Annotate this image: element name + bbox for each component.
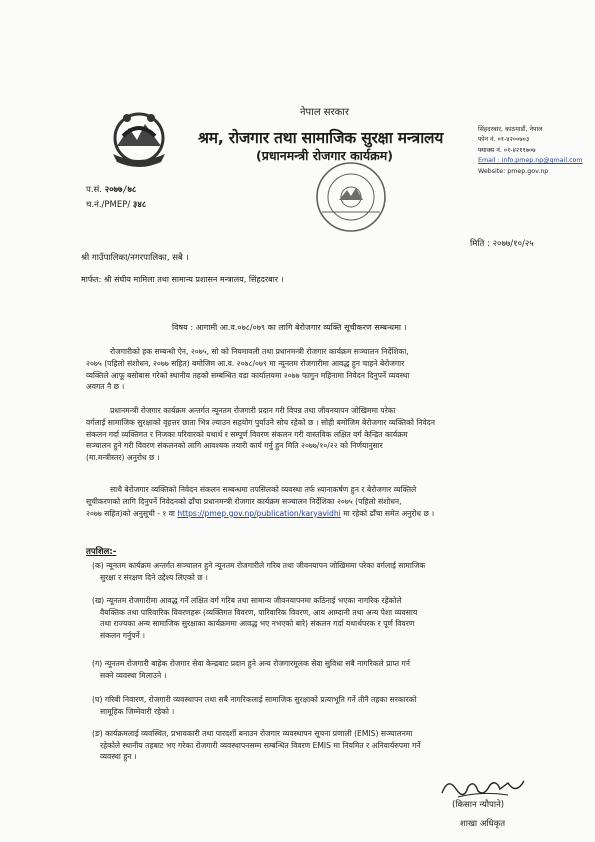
- note-line: सामूहिक जिम्मेवारी रहेको ।: [100, 706, 175, 716]
- paragraph-line: २०७५ (पहिलो संशोधन, २०७७ सहित) बमोजिम आ.व. २०७८/०७९ मा न्यूनतम रोजगारीमा आवद्ध हुन चाहने बेरोजगार: [86, 358, 405, 368]
- paragraph-line: वर्गलाई सामाजिक सुरक्षाको वृहत्तर छाता भित्र ल्याउन सहयोग पुर्याउने सोच रहेको छ । सोही बमोजिम बेरोजगार व्यक्तिको निवेदन: [86, 417, 435, 427]
- paragraph-line: प्रधानमन्त्री रोजगार कार्यक्रम अन्तर्गत न्यूनतम रोजगारी प्रदान गरी विपन्न तथा जीवनयापन जोखिममा परेका: [110, 406, 396, 415]
- paragraph-3: [86, 484, 434, 519]
- paragraph-line: (मा.मन्त्रीस्तर) अनुरोध छ ।: [86, 453, 160, 463]
- ps-value: २०७७/७८: [104, 185, 137, 195]
- paragraph-2: [86, 405, 435, 464]
- note-item-kha: [92, 595, 417, 641]
- note-item-gha: [92, 694, 417, 717]
- paragraph-1: [86, 346, 409, 393]
- note-line: वैयक्तिक तथा पारिवारिक विवरणहरू (व्यक्तिगत विवरण, पारिवारिक विवरण, आय आम्दानी तथा अन्य पेशा व्यवसाय: [100, 607, 418, 617]
- cn-label: च.नं./PMEP/: [86, 200, 131, 210]
- contact-address: सिंहदरबार, काठमाडौं, नेपाल: [478, 126, 543, 133]
- paragraph-line: व्यक्तिले आफू बसोबास गरेको स्थानीय तहको सम्बन्धित वडा कार्यालयमा २०७७ फागुन महिनामा निवेदन दिनुपर्ने व्यवस्था: [86, 370, 410, 380]
- note-line: (ङ) कार्यक्रमलाई व्यवस्थित, प्रभावकारी तथा पारदर्शी बनाउन रोजगार व्यवस्थापन सूचना प्रणाली (EMIS) सञ्चालनमा: [92, 729, 413, 738]
- cn-value: ३४८: [132, 200, 147, 210]
- signatory-title: शाखा अधिकृत: [460, 819, 506, 829]
- contact-phone: फोन नं. ०१-४२००७०३: [478, 136, 530, 144]
- ministry-name: श्रम, रोजगार तथा सामाजिक सुरक्षा मन्त्रालय: [198, 129, 444, 147]
- addressee: श्री गाउँपालिका/नगरपालिका, सबै ।: [81, 253, 189, 263]
- paragraph-line: सूचीकरणको लागि दिनुपर्ने निवेदनको ढाँचा प्रधानमन्त्री रोजगार कार्यक्रम सञ्चालन निर्देशिका २०७५ (पहिलो संशोधन,: [86, 496, 402, 506]
- note-line: रहेकोले स्थानीय तहबाट भए गरेका रोजगारी व्यवस्थापनसम्म सम्बन्धित विवरण EMIS मा नियमित र अनिवार्यरुपमा गर्ने: [100, 740, 421, 750]
- program-name: (प्रधानमन्त्री रोजगार कार्यक्रम): [256, 148, 393, 163]
- paragraph-line: [86, 508, 434, 520]
- publication-link[interactable]: https://pmep.gov.np/publication/karyavidhi: [177, 508, 341, 518]
- paragraph-line: रोजगारीको हक सम्बन्धी ऐन, २०७५, सो को नियमावली तथा प्रधानमन्त्री रोजगार कार्यक्रम सञ्चालन निर्देशिका,: [110, 347, 409, 356]
- reference-numbers: [86, 183, 146, 213]
- note-item-nga: [92, 728, 421, 763]
- note-line: (ख) न्यूनतम रोजगारीमा आवद्ध गर्ने लक्षित वर्ग गरिब तथा सामान्य जीवनयापनमा कठिनाई भएका नागरिक रहेकोले: [92, 596, 402, 605]
- contact-fax: फ्याक्स नं. ०१-४२११७०७: [478, 146, 536, 154]
- signatory-name: (किसान न्यौपाने): [452, 800, 505, 810]
- link-suffix: मा रहेको ढाँचा समेत अनुरोध छ ।: [340, 508, 435, 518]
- paragraph-line-text: २०७७ सहित)को अनुसूची - १ वा: [86, 508, 175, 518]
- paragraph-line: संकलन गर्दा व्यक्तिगत र निजका परिवारको यथार्थ र सम्पूर्ण विवरण संकलन गरी वास्तविक लक्षित वर्ग केन्द्रित कार्यक्रम: [86, 429, 408, 439]
- notes-heading: तपशिल:-: [86, 547, 117, 557]
- contact-email-link[interactable]: Email : info.pmep.np@gmail.com: [478, 157, 583, 165]
- paragraph-line: अवगत नै छ ।: [86, 382, 125, 392]
- ps-label: प.सं.: [86, 185, 102, 195]
- via-line: मार्फत: श्री संघीय मामिला तथा सामान्य प्रशासन मन्त्रालय, सिंहदरबार ।: [81, 275, 284, 284]
- note-line: व्यवस्था हुन ।: [100, 752, 137, 762]
- paragraph-line: सञ्चालन हुने गरी विवरण संकलनको लागि आवश्यक तयारी कार्य गर्नु हुन मिति २०७७/१०/२२ को निर्णयानुसार: [86, 441, 383, 451]
- note-line: (घ) गरिबी निवारण, रोजगारी व्यवस्थापन तथा सबै नागरिकलाई सामाजिक सुरक्षाको प्रत्याभूति गर्ने तीनै तहका सरकारको: [92, 695, 417, 704]
- subject-line: विषय : आगामी आ.व.०७८/०७९ का लागि बेरोजगार व्यक्ति सूचीकरण सम्बन्धमा ।: [172, 323, 407, 332]
- government-emblem-icon: [103, 106, 175, 176]
- note-line: (ग) न्यूनतम रोजगारी बाहेक रोजगार सेवा केन्द्रबाट प्रदान हुने अन्य रोजगारमूलक सेवा सुविधा सबै नागरिकले प्राप्त गर्न: [92, 659, 410, 668]
- note-item-ka: [92, 560, 425, 583]
- paragraph-line: साथै बेरोजगार व्यक्तिको निवेदन संकलन सम्बन्धमा तपसिलको व्यवस्था तर्फ ध्यानाकर्षण हुन र बेरोजगार व्यक्तिले: [110, 485, 417, 494]
- note-line: सुरक्षा र संरक्षण दिने उद्देश्य लिएको छ ।: [100, 572, 208, 582]
- note-line: तथा राज्यका अन्य सामाजिक सुरक्षाका कार्यक्रममा आवद्ध भए नभएको बारे) संकलन गर्दा यथार्थपरक र पूर्ण विवरण: [100, 619, 415, 629]
- note-item-ga: [92, 658, 410, 681]
- government-name: नेपाल सरकार: [300, 107, 349, 118]
- letter-date: मिति : २०७७/१०/२५: [470, 239, 534, 249]
- note-line: संकलन गर्नुपर्ने ।: [100, 630, 146, 640]
- handwritten-signature: [438, 775, 528, 801]
- contact-block: [478, 125, 583, 177]
- contact-website: Website: pmep.gov.np: [478, 167, 549, 175]
- note-line: सक्ने व्यवस्था मिलाउने ।: [100, 670, 167, 680]
- note-line: (क) न्यूनतम कार्यक्रम अन्तर्गत सञ्चालन हुने न्यूनतम रोजगारीले गरिब तथा जीवनयापन जोखिममा परेका वर्गलाई सामाजिक: [92, 561, 426, 570]
- office-seal-stamp: [306, 160, 396, 234]
